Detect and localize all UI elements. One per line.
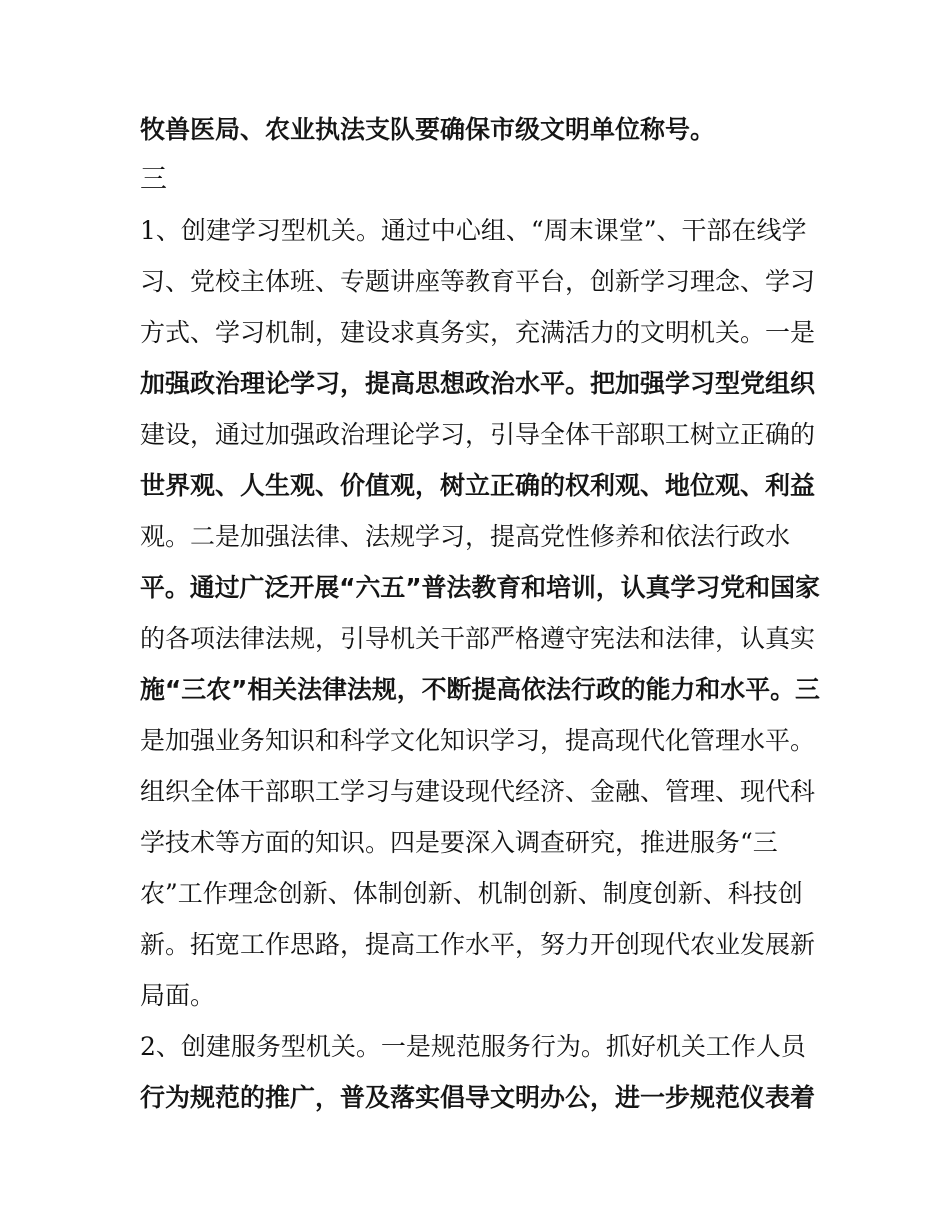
body-line: 学技术等方面的知识。四是要深入调查研究，推进服务“三 <box>140 828 778 857</box>
body-line: 建设，通过加强政治理论学习，引导全体干部职工树立正确的 <box>140 420 816 449</box>
body-line: 组织全体干部职工学习与建设现代经济、金融、管理、现代科 <box>140 777 816 806</box>
body-line: 农”工作理念创新、体制创新、机制创新、制度创新、科技创 <box>140 879 803 908</box>
body-line: 方式、学习机制，建设求真务实，充满活力的文明机关。一是 <box>140 318 816 347</box>
body-line: 2、创建服务型机关。一是规范服务行为。抓好机关工作人员 <box>140 1032 806 1061</box>
body-line: 观。二是加强法律、法规学习，提高党性修养和依法行政水 <box>140 522 791 551</box>
body-line: 加强政治理论学习，提高思想政治水平。把加强学习型党组织 <box>140 369 816 398</box>
body-line: 习、党校主体班、专题讲座等教育平台，创新学习理念、学习 <box>140 267 816 296</box>
body-line: 世界观、人生观、价值观，树立正确的权利观、地位观、利益 <box>140 471 816 500</box>
body-line: 是加强业务知识和科学文化知识学习，提高现代化管理水平。 <box>140 726 816 755</box>
body-line: 平。通过广泛开展“六五”普法教育和培训，认真学习党和国家 <box>140 573 820 602</box>
body-line: 行为规范的推广，普及落实倡导文明办公，进一步规范仪表着 <box>140 1083 816 1112</box>
body-line: 新。拓宽工作思路，提高工作水平，努力开创现代农业发展新 <box>140 930 816 959</box>
body-line: 的各项法律法规，引导机关干部严格遵守宪法和法律，认真实 <box>140 624 816 653</box>
body-line: 牧兽医局、农业执法支队要确保市级文明单位称号。 <box>140 115 716 144</box>
body-line: 施“三农”相关法律法规，不断提高依法行政的能力和水平。三 <box>140 675 820 704</box>
body-line: 局面。 <box>140 981 216 1010</box>
body-line: 1、创建学习型机关。通过中心组、“周末课堂”、干部在线学 <box>140 216 807 245</box>
section-number: 三 <box>140 164 167 195</box>
